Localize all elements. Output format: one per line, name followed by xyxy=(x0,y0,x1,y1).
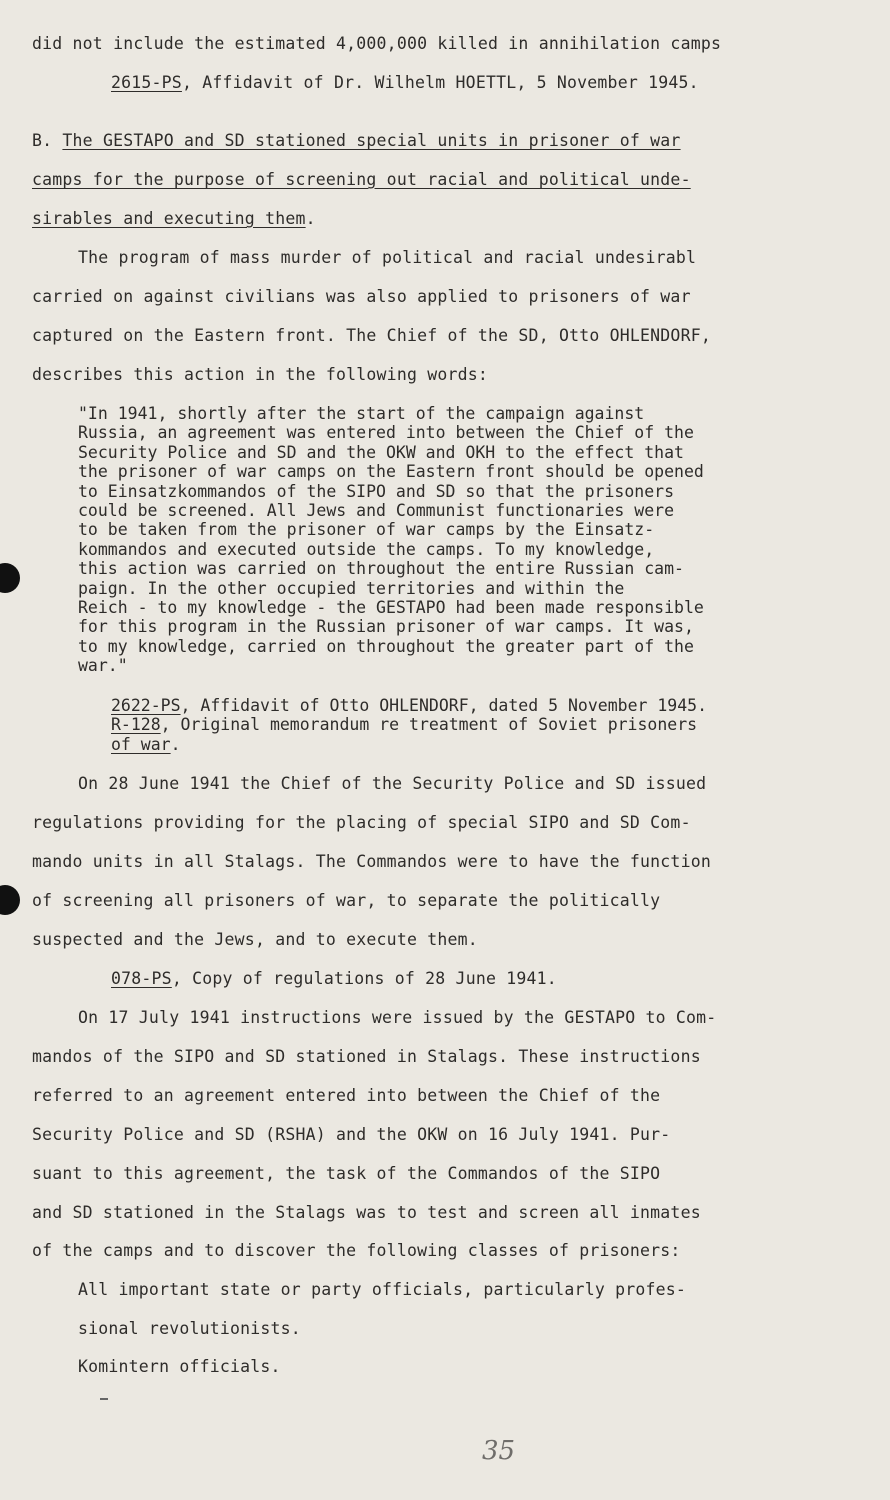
quote-line: could be screened. All Jews and Communist functionaries were xyxy=(78,501,675,520)
paragraph-line xyxy=(32,365,488,384)
line-text: Komintern officials. xyxy=(78,1357,281,1376)
line-text: did not include the estimated 4,000,000 killed in annihilation camps xyxy=(32,34,722,53)
paragraph-line xyxy=(32,1086,660,1105)
line-text: B. xyxy=(32,131,63,150)
paragraph-line xyxy=(32,930,478,949)
paragraph-line xyxy=(32,1047,701,1066)
paragraph-line xyxy=(32,209,316,228)
citation-description: . xyxy=(170,734,181,754)
quote-line: "In 1941, shortly after the start of the campaign against xyxy=(78,404,645,423)
line-text: sional revolutionists. xyxy=(78,1319,301,1338)
document-citation-code: R-128 xyxy=(111,715,161,735)
quote-line: Security Police and SD and the OKW and OKH to the effect that xyxy=(78,442,684,462)
line-text: captured on the Eastern front. The Chief of the SD, Otto OHLENDORF, xyxy=(32,326,711,345)
quote-line: to be taken from the prisoner of war camps by the Einsatz- xyxy=(78,520,655,540)
document-citation-code: of war xyxy=(111,734,171,754)
tick-mark xyxy=(100,1398,108,1400)
paragraph-line xyxy=(111,73,699,92)
quote-line: kommandos and executed outside the camps. To my knowledge, xyxy=(78,539,655,559)
line-text: referred to an agreement entered into between the Chief of the xyxy=(32,1086,661,1105)
paragraph-line xyxy=(32,813,691,832)
document-citation-code: 078-PS xyxy=(111,969,172,988)
quote-line: Russia, an agreement was entered into between the Chief of the xyxy=(78,423,694,443)
quote-line: to Einsatzkommandos of the SIPO and SD so that the prisoners xyxy=(78,481,675,501)
paragraph-line xyxy=(78,248,696,267)
quote-line: the prisoner of war camps on the Eastern front should be opened xyxy=(78,462,704,482)
paragraph-line xyxy=(32,1164,660,1183)
line-text: On 28 June 1941 the Chief of the Security Police and SD issued xyxy=(78,774,707,793)
paragraph-line xyxy=(32,1125,670,1144)
citation-description: , Copy of regulations of 28 June 1941. xyxy=(171,969,557,988)
line-text: regulations providing for the placing of special SIPO and SD Com- xyxy=(32,813,691,832)
paragraph-line xyxy=(78,1357,281,1376)
paragraph-line xyxy=(32,891,660,910)
quote-line: paign. In the other occupied territories and within the xyxy=(78,578,625,598)
line-text: mandos of the SIPO and SD stationed in Stalags. These instructions xyxy=(32,1047,701,1066)
quote-line: this action was carried on throughout the entire Russian cam- xyxy=(78,559,684,579)
paragraph-line xyxy=(32,131,681,150)
paragraph-line xyxy=(32,1203,701,1222)
paragraph-line xyxy=(32,852,711,871)
citation-description: , Original memorandum re treatment of Soviet prisoners xyxy=(160,715,698,735)
citation-description: , Affidavit of Otto OHLENDORF, dated 5 November 1945. xyxy=(180,696,708,715)
line-text: and SD stationed in the Stalags was to test and screen all inmates xyxy=(32,1203,701,1222)
line-text: describes this action in the following words: xyxy=(32,365,489,384)
line-text: suant to this agreement, the task of the Commandos of the SIPO xyxy=(32,1164,661,1183)
section-heading-text: The GESTAPO and SD stationed special units in prisoner of war xyxy=(62,131,681,150)
line-text: carried on against civilians was also applied to prisoners of war xyxy=(32,287,691,306)
quote-line: Reich - to my knowledge - the GESTAPO had been made responsible xyxy=(78,598,704,617)
citation-line xyxy=(111,696,707,715)
line-text: of the camps and to discover the following classes of prisoners: xyxy=(32,1241,681,1260)
paragraph-line xyxy=(78,1280,686,1299)
page-number: 35 xyxy=(482,1436,516,1466)
citation-line xyxy=(111,715,697,734)
quote-line: to my knowledge, carried on throughout the greater part of the xyxy=(78,636,694,656)
quote-line: for this program in the Russian prisoner of war camps. It was, xyxy=(78,617,694,637)
document-citation-code: 2615-PS xyxy=(111,73,182,92)
quote-line: war." xyxy=(78,656,128,676)
paragraph-line xyxy=(32,326,711,345)
line-text: of screening all prisoners of war, to separate the politically xyxy=(32,891,661,910)
punch-hole xyxy=(0,563,20,593)
paragraph-line xyxy=(32,34,721,53)
paragraph-line xyxy=(32,287,691,306)
paragraph-line xyxy=(78,1319,301,1338)
citation-line xyxy=(111,735,181,754)
paragraph-line xyxy=(32,1241,681,1260)
line-text: All important state or party officials, particularly profes- xyxy=(78,1280,687,1299)
line-text: On 17 July 1941 instructions were issued by the GESTAPO to Com- xyxy=(78,1008,717,1027)
section-heading-text: sirables and executing them xyxy=(32,209,306,228)
line-text: The program of mass murder of political and racial undesirabl xyxy=(78,248,697,267)
paragraph-line xyxy=(32,170,691,189)
line-text: . xyxy=(305,209,316,228)
document-citation-code: 2622-PS xyxy=(111,696,181,715)
section-heading-text: camps for the purpose of screening out racial and political unde- xyxy=(32,170,691,189)
citation-description: , Affidavit of Dr. Wilhelm HOETTL, 5 November 1945. xyxy=(181,73,699,92)
paragraph-line xyxy=(111,969,557,988)
punch-hole xyxy=(0,885,20,915)
line-text: suspected and the Jews, and to execute them. xyxy=(32,930,478,949)
paragraph-line xyxy=(78,1008,716,1027)
line-text: mando units in all Stalags. The Commandos were to have the function xyxy=(32,852,711,871)
line-text: Security Police and SD (RSHA) and the OKW on 16 July 1941. Pur- xyxy=(32,1125,671,1144)
paragraph-line xyxy=(78,774,706,793)
